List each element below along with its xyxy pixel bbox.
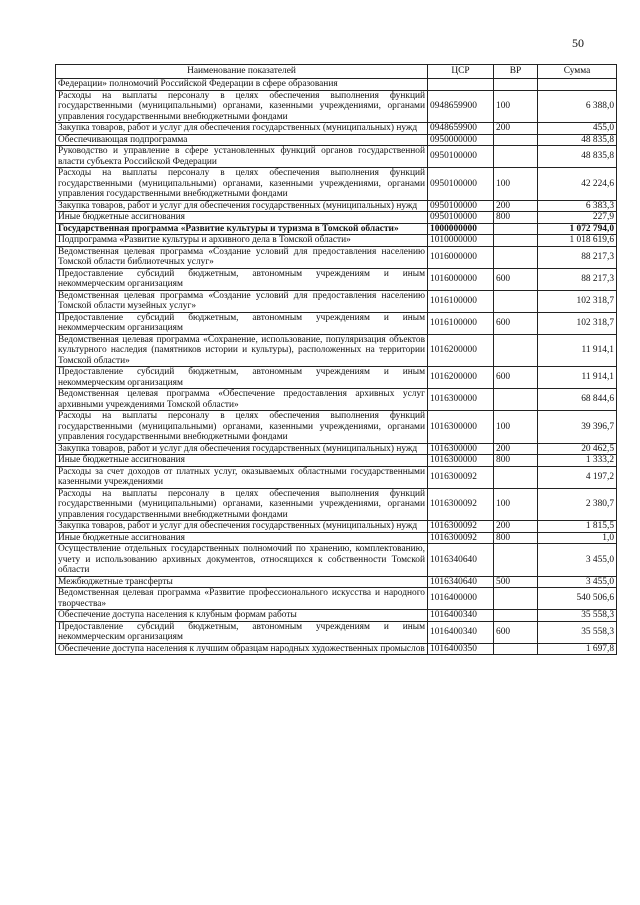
row-vr-cell: 800 <box>494 455 538 467</box>
row-vr-cell: 500 <box>494 576 538 588</box>
row-sum-cell: 88 217,3 <box>538 246 617 268</box>
row-name-cell: Обеспечивающая подпрограмма <box>56 134 428 146</box>
row-vr-cell <box>494 544 538 577</box>
row-csr-cell: 1016000000 <box>428 268 494 290</box>
table-row <box>56 312 617 334</box>
row-name-cell: Руководство и управление в сфере установленных функций органов государственной власти субъекта Российской Федерации <box>56 146 428 168</box>
row-sum-cell: 35 558,3 <box>538 621 617 643</box>
table-row <box>56 246 617 268</box>
row-csr-cell: 1016300000 <box>428 389 494 411</box>
row-name-cell: Осуществление отдельных государственных полномочий по хранению, комплектованию, учету и использованию архивных документов, относящихся к собственности Томской области <box>56 544 428 577</box>
table-row <box>56 643 617 655</box>
row-vr-cell <box>494 334 538 367</box>
row-csr-cell: 0950100000 <box>428 200 494 212</box>
row-vr-cell <box>494 610 538 622</box>
row-name-cell: Иные бюджетные ассигнования <box>56 532 428 544</box>
row-vr-cell <box>494 643 538 655</box>
row-sum-cell: 88 217,3 <box>538 268 617 290</box>
row-name-cell: Предоставление субсидий бюджетным, автономным учреждениям и иным некоммерческим организациям <box>56 268 428 290</box>
table-row <box>56 367 617 389</box>
table-row <box>56 168 617 201</box>
row-vr-cell <box>494 235 538 247</box>
row-name-cell: Ведомственная целевая программа «Создание условий для предоставления населению Томской области музейных услуг» <box>56 290 428 312</box>
row-name-cell: Расходы на выплаты персоналу в целях обеспечения выполнения функций государственными (муниципальными) органами, казенными учреждениями, органами управления государственными внебюджетными фондами <box>56 168 428 201</box>
table-row <box>56 334 617 367</box>
row-sum-cell: 6 388,0 <box>538 90 617 123</box>
row-vr-cell: 100 <box>494 168 538 201</box>
row-csr-cell: 1016200000 <box>428 334 494 367</box>
table-row <box>56 235 617 247</box>
row-sum-cell: 1 333,2 <box>538 455 617 467</box>
row-csr-cell: 1016300000 <box>428 443 494 455</box>
row-sum-cell: 1 697,8 <box>538 643 617 655</box>
row-name-cell: Расходы на выплаты персоналу в целях обеспечения выполнения функций государственными (муниципальными) органами, казенными учреждениями, органами управления государственными внебюджетными фондами <box>56 90 428 123</box>
row-csr-cell: 1016300092 <box>428 466 494 488</box>
row-sum-cell: 11 914,1 <box>538 367 617 389</box>
row-csr-cell: 0948659900 <box>428 90 494 123</box>
row-vr-cell: 600 <box>494 312 538 334</box>
row-name-cell: Иные бюджетные ассигнования <box>56 455 428 467</box>
table-row <box>56 411 617 444</box>
table-row <box>56 521 617 533</box>
row-name-cell: Предоставление субсидий бюджетным, автономным учреждениям и иным некоммерческим организациям <box>56 621 428 643</box>
table-row <box>56 200 617 212</box>
row-csr-cell: 1016300092 <box>428 521 494 533</box>
table-row <box>56 268 617 290</box>
row-csr-cell: 1016300000 <box>428 455 494 467</box>
row-name-cell: Ведомственная целевая программа «Создание условий для предоставления населению Томской области библиотечных услуг» <box>56 246 428 268</box>
table-row <box>56 212 617 224</box>
row-vr-cell: 800 <box>494 532 538 544</box>
header-csr: ЦСР <box>428 65 494 79</box>
row-sum-cell: 4 197,2 <box>538 466 617 488</box>
table-row <box>56 466 617 488</box>
table-row <box>56 134 617 146</box>
row-vr-cell <box>494 246 538 268</box>
row-sum-cell: 455,0 <box>538 123 617 135</box>
row-sum-cell: 1 018 619,6 <box>538 235 617 247</box>
row-sum-cell <box>538 79 617 91</box>
table-header-row <box>56 65 617 79</box>
row-csr-cell: 1016100000 <box>428 312 494 334</box>
table-row <box>56 610 617 622</box>
row-sum-cell: 1 815,5 <box>538 521 617 533</box>
row-csr-cell: 0950100000 <box>428 212 494 224</box>
row-sum-cell: 540 506,6 <box>538 588 617 610</box>
row-sum-cell: 2 380,7 <box>538 488 617 521</box>
row-name-cell: Закупка товаров, работ и услуг для обеспечения государственных (муниципальных) нужд <box>56 123 428 135</box>
row-vr-cell <box>494 290 538 312</box>
row-vr-cell: 600 <box>494 367 538 389</box>
row-csr-cell: 0948659900 <box>428 123 494 135</box>
row-csr-cell: 1010000000 <box>428 235 494 247</box>
row-sum-cell: 3 455,0 <box>538 576 617 588</box>
row-sum-cell: 11 914,1 <box>538 334 617 367</box>
row-name-cell: Государственная программа «Развитие культуры и туризма в Томской области» <box>56 223 428 235</box>
row-vr-cell: 600 <box>494 621 538 643</box>
row-vr-cell <box>494 389 538 411</box>
header-sum: Сумма <box>538 65 617 79</box>
row-name-cell: Подпрограмма «Развитие культуры и архивного дела в Томской области» <box>56 235 428 247</box>
row-sum-cell: 227,9 <box>538 212 617 224</box>
row-csr-cell: 0950100000 <box>428 168 494 201</box>
table-row <box>56 79 617 91</box>
row-csr-cell <box>428 79 494 91</box>
table-row <box>56 223 617 235</box>
row-name-cell: Расходы на выплаты персоналу в целях обеспечения выполнения функций государственными (муниципальными) органами, казенными учреждениями, органами управления государственными внебюджетными фондами <box>56 488 428 521</box>
row-sum-cell: 39 396,7 <box>538 411 617 444</box>
row-sum-cell: 102 318,7 <box>538 312 617 334</box>
row-sum-cell: 1 072 794,0 <box>538 223 617 235</box>
row-sum-cell: 48 835,8 <box>538 146 617 168</box>
table-row <box>56 621 617 643</box>
row-name-cell: Ведомственная целевая программа «Обеспечение предоставления архивных услуг архивными учреждениями Томской области» <box>56 389 428 411</box>
row-name-cell: Межбюджетные трансферты <box>56 576 428 588</box>
row-csr-cell: 1000000000 <box>428 223 494 235</box>
row-csr-cell: 1016340640 <box>428 544 494 577</box>
row-name-cell: Предоставление субсидий бюджетным, автономным учреждениям и иным некоммерческим организациям <box>56 312 428 334</box>
table-row <box>56 532 617 544</box>
table-row <box>56 588 617 610</box>
row-csr-cell: 1016400350 <box>428 643 494 655</box>
row-sum-cell: 102 318,7 <box>538 290 617 312</box>
row-vr-cell <box>494 134 538 146</box>
table-row <box>56 389 617 411</box>
row-vr-cell: 200 <box>494 123 538 135</box>
row-vr-cell: 600 <box>494 268 538 290</box>
row-vr-cell: 800 <box>494 212 538 224</box>
page-number: 50 <box>572 36 584 50</box>
table-row <box>56 443 617 455</box>
table-row <box>56 576 617 588</box>
row-vr-cell: 100 <box>494 411 538 444</box>
row-csr-cell: 0950000000 <box>428 134 494 146</box>
row-csr-cell: 1016400000 <box>428 588 494 610</box>
row-csr-cell: 1016300092 <box>428 488 494 521</box>
row-vr-cell: 100 <box>494 90 538 123</box>
row-vr-cell: 100 <box>494 488 538 521</box>
row-vr-cell <box>494 588 538 610</box>
row-csr-cell: 1016200000 <box>428 367 494 389</box>
row-sum-cell: 20 462,5 <box>538 443 617 455</box>
row-sum-cell: 42 224,6 <box>538 168 617 201</box>
row-csr-cell: 0950100000 <box>428 146 494 168</box>
row-name-cell: Обеспечение доступа населения к лучшим образцам народных художественных промыслов <box>56 643 428 655</box>
row-sum-cell: 35 558,3 <box>538 610 617 622</box>
row-csr-cell: 1016100000 <box>428 290 494 312</box>
row-name-cell: Закупка товаров, работ и услуг для обеспечения государственных (муниципальных) нужд <box>56 521 428 533</box>
row-name-cell: Расходы на выплаты персоналу в целях обеспечения выполнения функций государственными (муниципальными) органами, казенными учреждениями, органами управления государственными внебюджетными фондами <box>56 411 428 444</box>
row-csr-cell: 1016300000 <box>428 411 494 444</box>
row-name-cell: Ведомственная целевая программа «Развитие профессионального искусства и народного творчества» <box>56 588 428 610</box>
row-sum-cell: 68 844,6 <box>538 389 617 411</box>
table-body <box>56 79 617 655</box>
row-csr-cell: 1016340640 <box>428 576 494 588</box>
row-name-cell: Иные бюджетные ассигнования <box>56 212 428 224</box>
row-vr-cell <box>494 466 538 488</box>
header-name: Наименование показателей <box>56 65 428 79</box>
row-sum-cell: 1,0 <box>538 532 617 544</box>
row-sum-cell: 6 383,3 <box>538 200 617 212</box>
budget-table <box>55 64 617 655</box>
row-vr-cell: 200 <box>494 200 538 212</box>
row-name-cell: Предоставление субсидий бюджетным, автономным учреждениям и иным некоммерческим организациям <box>56 367 428 389</box>
table-row <box>56 146 617 168</box>
table-row <box>56 123 617 135</box>
table-row <box>56 488 617 521</box>
row-sum-cell: 48 835,8 <box>538 134 617 146</box>
row-vr-cell: 200 <box>494 521 538 533</box>
row-sum-cell: 3 455,0 <box>538 544 617 577</box>
header-vr: ВР <box>494 65 538 79</box>
row-vr-cell: 200 <box>494 443 538 455</box>
row-csr-cell: 1016300092 <box>428 532 494 544</box>
row-name-cell: Ведомственная целевая программа «Сохранение, использование, популяризация объектов культурного наследия (памятников истории и культуры), расположенных на территории Томской области» <box>56 334 428 367</box>
row-vr-cell <box>494 79 538 91</box>
table-row <box>56 90 617 123</box>
table-row <box>56 544 617 577</box>
table-row <box>56 290 617 312</box>
row-name-cell: Закупка товаров, работ и услуг для обеспечения государственных (муниципальных) нужд <box>56 443 428 455</box>
row-name-cell: Расходы за счет доходов от платных услуг, оказываемых областными государственными казенными учреждениями <box>56 466 428 488</box>
table-row <box>56 455 617 467</box>
row-csr-cell: 1016000000 <box>428 246 494 268</box>
row-csr-cell: 1016400340 <box>428 610 494 622</box>
row-vr-cell <box>494 146 538 168</box>
row-name-cell: Обеспечение доступа населения к клубным формам работы <box>56 610 428 622</box>
row-csr-cell: 1016400340 <box>428 621 494 643</box>
row-vr-cell <box>494 223 538 235</box>
row-name-cell: Закупка товаров, работ и услуг для обеспечения государственных (муниципальных) нужд <box>56 200 428 212</box>
row-name-cell: Федерации» полномочий Российской Федерации в сфере образования <box>56 79 428 91</box>
